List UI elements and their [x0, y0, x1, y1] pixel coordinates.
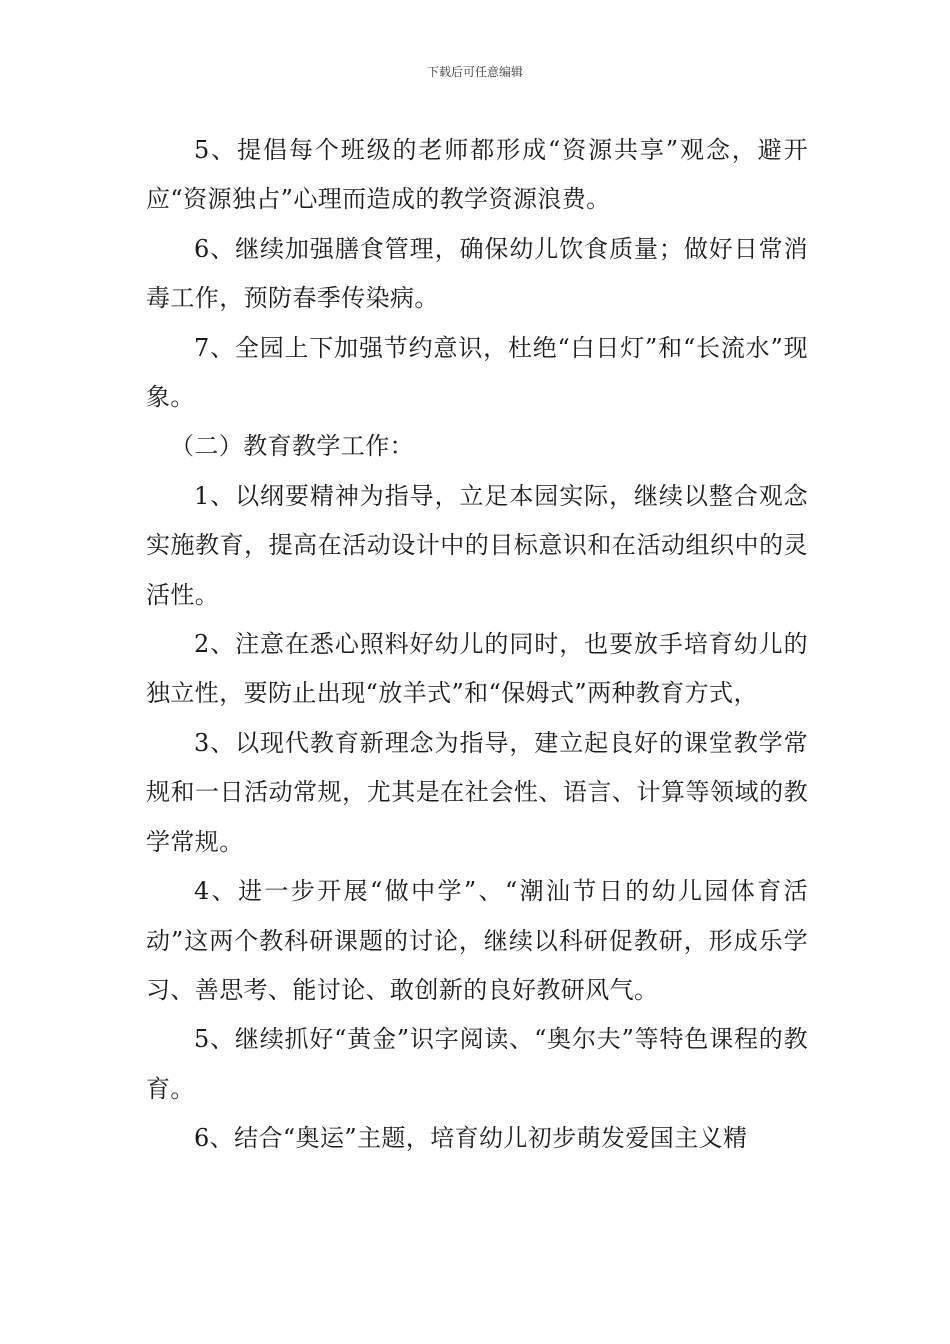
paragraph-item-5-resource-sharing: 5、提倡每个班级的老师都形成“资源共享”观念，避开应“资源独占”心理而造成的教学资源浪费。 [146, 136, 808, 214]
paragraph-item-6-olympics-theme: 6、结合“奥运”主题，培育幼儿初步萌发爱国主义精 [194, 1124, 748, 1153]
paragraph-item-2-independence: 2、注意在悉心照料好幼儿的同时，也要放手培育幼儿的独立性，要防止出现“放羊式”和“保姆式”两种教育方式， [146, 630, 808, 708]
paragraph-item-1-guideline: 1、以纲要精神为指导，立足本园实际，继续以整合观念实施教育，提高在活动设计中的目标意识和在活动组织中的灵活性。 [146, 481, 808, 609]
document-body [146, 126, 808, 1164]
paragraph-item-3-new-concepts: 3、以现代教育新理念为指导，建立起良好的课堂教学常规和一日活动常规，尤其是在社会性、语言、计算等领域的教学常规。 [146, 728, 808, 856]
page-header-note: 下载后可任意编辑 [426, 65, 523, 79]
paragraph-item-6-diet-management: 6、继续加强膳食管理，确保幼儿饮食质量；做好日常消毒工作，预防春季传染病。 [146, 234, 808, 313]
section-heading-education-work: （二）教育教学工作： [170, 432, 414, 461]
paragraph-item-4-research: 4、进一步开展“做中学”、“潮汕节日的幼儿园体育活动”这两个教科研课题的讨论，继续以科研促教研，形成乐学习、善思考、能讨论、敢创新的良好教研风气。 [146, 877, 808, 1004]
paragraph-item-7-saving-awareness: 7、全园上下加强节约意识，杜绝“白日灯”和“长流水”现象。 [146, 333, 808, 412]
paragraph-item-5-featured-courses: 5、继续抓好“黄金”识字阅读、“奥尔夫”等特色课程的教育。 [146, 1025, 808, 1103]
